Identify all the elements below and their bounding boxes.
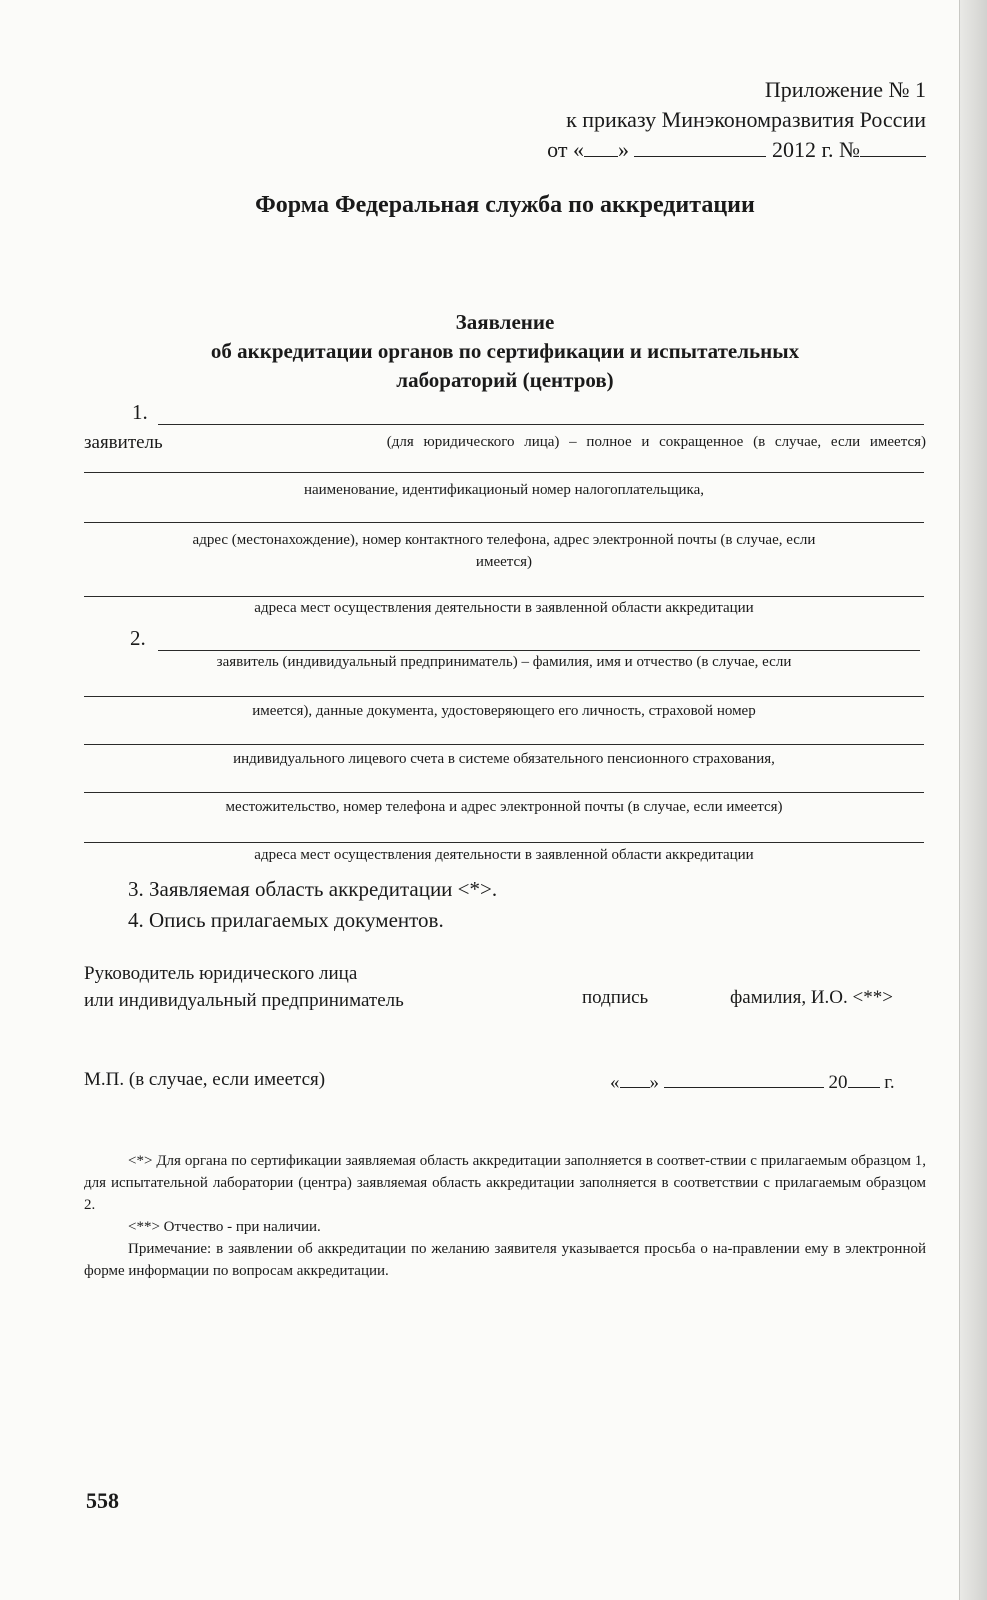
section1-field-line-4[interactable] (84, 596, 924, 597)
section2-hint-1: заявитель (индивидуальный предприниматель) – фамилия, имя и отчество (в случае, если (216, 654, 792, 670)
statement-title-block (60, 308, 950, 395)
section1-field-line-3[interactable] (84, 522, 924, 523)
section1-hint-3: адреса мест осуществления деятельности в заявленной области аккредитации (254, 600, 754, 616)
stamp-label: М.П. (в случае, если имеется) (84, 1069, 326, 1090)
item-3: 3. Заявляемая область аккредитации <*>. (128, 877, 498, 901)
month-blank[interactable] (634, 138, 766, 157)
section2-hint-2: имеется), данные документа, удостоверяющего его личность, страховой номер (252, 703, 756, 719)
note-3: Примечание: в заявлении об аккредитации по желанию заявителя указывается просьба о на-правлении ему в электронной форме информации по вопросам аккредитации. (84, 1241, 926, 1279)
appendix-label: Приложение № 1 (764, 77, 926, 102)
section2-field-line-5[interactable] (84, 842, 924, 843)
section2-field-line-3[interactable] (84, 744, 924, 745)
form-title: Форма Федеральная служба по аккредитации (255, 192, 755, 218)
section2-hint-4: местожительство, номер телефона и адрес электронной почты (в случае, если имеется) (225, 799, 783, 815)
stamp-day-blank[interactable] (620, 1069, 650, 1088)
statement-subtitle-2: лабораторий (центров) (396, 368, 614, 392)
statement-title: Заявление (455, 310, 555, 334)
signature-head-2: или индивидуальный предприниматель (84, 990, 404, 1011)
section1-applicant-desc: (для юридического лица) – полное и сокращенное (в случае, если имеется) (386, 434, 926, 450)
page-number: 558 (86, 1488, 119, 1513)
signature-sign-label: подпись (582, 987, 649, 1008)
section2-field-line[interactable] (158, 650, 920, 651)
stamp-year-blank[interactable] (848, 1069, 880, 1088)
stamp-month-blank[interactable] (664, 1069, 824, 1088)
section1-applicant: заявитель (84, 432, 163, 453)
section2-hint-3: индивидуального лицевого счета в системе обязательного пенсионного страхования, (233, 751, 775, 767)
signature-name-label: фамилия, И.О. <**> (730, 987, 893, 1008)
section2-number: 2. (130, 626, 146, 650)
signature-head-1: Руководитель юридического лица (84, 963, 358, 984)
day-blank[interactable] (584, 138, 618, 157)
section2-field-line-2[interactable] (84, 696, 924, 697)
section2-hint-5: адреса мест осуществления деятельности в заявленной области аккредитации (254, 847, 754, 863)
section1-number: 1. (132, 400, 148, 424)
signature-head (84, 960, 404, 1014)
items-block (128, 874, 497, 936)
section1-hint-2b: имеется) (475, 554, 533, 570)
section1-field-line[interactable] (158, 424, 924, 425)
note-2: <**> Отчество - при наличии. (128, 1219, 321, 1235)
section1-hint-1: наименование, идентификационый номер налогоплательщика, (303, 482, 705, 498)
order-date-line: от « » 2012 г. № (440, 135, 926, 165)
section1-field-line-2[interactable] (84, 472, 924, 473)
note-1: <*> Для органа по сертификации заявляемая область аккредитации заполняется в соответ-ствии с прилагаемым образцом 1, для испытательной лаборатории (центра) заявляемая область аккредитации заполняется в соответствии с прилагаемым образцом 2. (84, 1153, 926, 1213)
order-label: к приказу Минэкономразвития России (566, 107, 926, 132)
page-edge (959, 0, 987, 1600)
section1-hint-2-block (84, 529, 924, 573)
order-number-blank[interactable] (860, 138, 926, 157)
stamp-date: « » 20 г. (610, 1069, 895, 1094)
item-4: 4. Опись прилагаемых документов. (128, 908, 444, 932)
section1-hint-2: адрес (местонахождение), номер контактного телефона, адрес электронной почты (в случае, если (192, 532, 816, 548)
statement-subtitle-1: об аккредитации органов по сертификации и испытательных (210, 339, 800, 363)
section2-field-line-4[interactable] (84, 792, 924, 793)
notes-block (84, 1150, 926, 1282)
appendix-header (440, 75, 926, 165)
